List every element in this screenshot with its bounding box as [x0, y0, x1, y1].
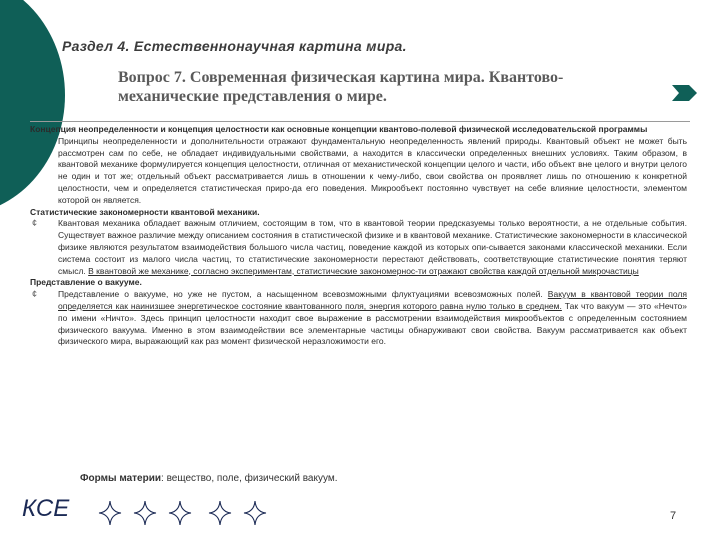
bullet-icon: ¢ [32, 218, 38, 229]
bullet-vacuum [30, 289, 687, 348]
question-title: Вопрос 7. Современная физическая картина мира. Квантово-механические представления о мире. [118, 69, 564, 105]
bullet-vacuum-intro: Представление о вакууме, но уже не пустом, а насыщенном всевозможными флуктуациями всевозможных полей. [58, 289, 543, 300]
heading-statistical-laws: Статистические закономерности квантовой механики. [30, 206, 260, 217]
page-number: 7 [670, 510, 677, 522]
heading-vacuum: Представление о вакууме. [30, 277, 142, 288]
bullet-statistical-text: Квантовая механика обладает важным отличием, состоящим в том, что в квантовой теории предсказуемы только вероятности, а не отдельные события. Существует важное различие между описанием состояния в статистической физике и в квантовой механике. Статистические закономерности в классической физике являются результатом взаимодействия большого числа частиц, поведение каждой из которых опи-сывается законами классической механики. Если система состоит из малого числа частиц, то статистические закономерности перестают действовать, соответствующие статистические понятия теряют смысл. [58, 218, 687, 276]
forms-text: : вещество, поле, физический вакуум. [161, 473, 338, 484]
star-icon [99, 501, 121, 525]
next-arrow-icon[interactable] [672, 84, 698, 102]
bullet-statistical [30, 218, 687, 277]
star-icon [244, 501, 266, 525]
forms-label: Формы материи [80, 473, 162, 484]
bullet-icon: ¢ [32, 289, 38, 300]
star-icon [169, 501, 191, 525]
main-content [30, 124, 687, 348]
brand-logo: КСЕ [22, 495, 70, 522]
bullet-statistical-underlined: В квантовой же механике, согласно экспериментам, статистические закономернос-ти отражают свойства каждой отдельной микрочастицы [88, 265, 639, 276]
bullet-vacuum-rest: Так что вакуум — это «Нечто» по имени «Ничто». Здесь принцип целостности находит свое выражение в рассмотрении взаимодействия микрообъектов с определенным состоянием физического вакуума. Именно в этом взаимодействии все элементарные частицы обнаруживают свои свойства. Вакуум рассматривается как объект физического мира, выражающий как раз момент физической неразложимости его. [58, 300, 687, 347]
star-icon [134, 501, 156, 525]
heading-uncertainty-concept: Концепция неопределенности и концепция целостности как основные концепции квантово-полевой физической исследовательской программы [30, 124, 648, 134]
paragraph-uncertainty: Принципы неопределенности и дополнительности отражают фундаментальную неопределенность явлений природы. Квантовый объект не может быть рассмотрен сам по себе, не обладает индивидуальными свойствами, а находится в классически определенных внешних условиях. Таким образом, в квантовой механике формулируется концепция целостности, отличная от механистической концепции целого и части, ибо объект вне целого и внутри целого не один и тот же; отдельный объект рассматривается лишь в отношении к чему-либо, свои свойства он проявляет лишь по отношению к конкретной целостности, чем и определяется статистическая приро-да его поведения. Микрообъект постоянно чувствует на себе влияние целостности, элементом которой он является. [58, 135, 687, 205]
section-title: Раздел 4. Естественнонаучная картина мира. [62, 38, 407, 54]
forms-of-matter [80, 473, 338, 484]
title-divider [30, 121, 690, 122]
decorative-stars [98, 500, 278, 526]
bullet-vacuum-underlined: Вакуум в квантовой теории поля определяется как наинизшее энергетическое состояние квантованного поля, энергия которого равна нулю только в среднем. [58, 289, 687, 311]
star-icon [209, 501, 231, 525]
